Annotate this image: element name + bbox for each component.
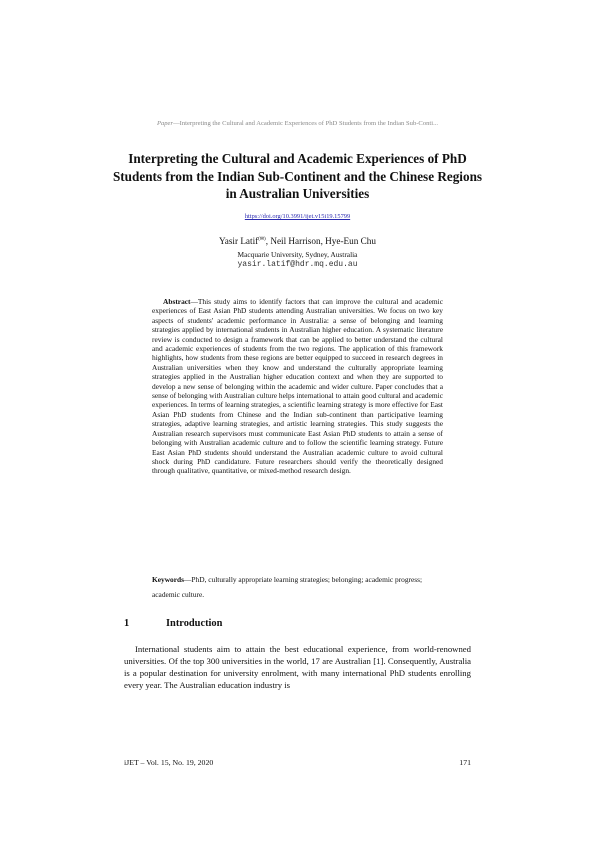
header-running-title: —Interpreting the Cultural and Academic Experiences of PhD Students from the Indian Sub-Conti... xyxy=(173,120,439,127)
keywords xyxy=(152,573,443,602)
first-author: Yasir Latif xyxy=(219,236,259,246)
keywords-label: Keywords xyxy=(152,575,185,584)
keywords-text: —PhD, culturally appropriate learning strategies; belonging; academic progress; academic culture. xyxy=(152,575,423,599)
envelope-icon: (✉) xyxy=(258,237,266,242)
footer-page-number: 171 xyxy=(459,758,471,767)
abstract xyxy=(152,297,443,476)
running-header xyxy=(0,120,595,127)
coauthors: , Neil Harrison, Hye-Eun Chu xyxy=(265,236,376,246)
paper-title: Interpreting the Cultural and Academic Experiences of PhD Students from the Indian Sub-Continent and the Chinese Regions in Australian Universities xyxy=(112,151,483,202)
section-title: Introduction xyxy=(166,618,223,629)
introduction-paragraph: International students aim to attain the best educational experience, from world-renowned universities. Of the top 300 universities in the world, 17 are Australian [1]. Consequently, Australia is a popular destination for university enrolment, with many international PhD students enrolling every year. The Australian education industry is xyxy=(124,644,471,691)
section-number: 1 xyxy=(124,618,130,629)
footer-journal: iJET ‒ Vol. 15, No. 19, 2020 xyxy=(124,758,214,767)
author-email[interactable]: yasir.latif@hdr.mq.edu.au xyxy=(237,260,358,269)
header-venue: Paper xyxy=(156,120,174,127)
abstract-text: —This study aims to identify factors that can improve the cultural and academic experiences of East Asian PhD students attending Australian universities. We focus on two key aspects of students' academic performance in Australia: a sense of belonging and learning strategies applied by international students in Australian higher education. A systematic literature review is conducted to design a framework that can be applied to better understand the cultural and academic experiences of students from the two regions. The application of this framework highlights, how students from these regions are better equipped to succeed in research degrees in Australian universities when they know and understand the culturally appropriate learning strategies applied in the Australian higher education context and when they are supported to develop a new sense of belonging within the academic and wider culture. Paper concludes that a sense of belonging with Australian culture helps international to attain good cultural and academic experiences. In terms of learning strategies, a scientific learning strategy is more effective for East Asian PhD students from Chinese and the Indian sub-continent than participative learning strategies, adaptive learning strategies, and artistic learning strategies. This study suggests the Australian research supervisors must communicate East Asian PhD students to attain a sense of belonging with Australian academic culture and to follow the scientific learning strategy. Future East Asian PhD students should understand the Australian academic culture to avoid cultural shock during PhD candidature. Future researchers should verify the theoretically designed through qualitative, quantitative, or mixed-method research design. xyxy=(152,297,443,476)
section-heading xyxy=(124,618,222,629)
abstract-label: Abstract xyxy=(163,297,191,306)
affiliation: Macquarie University, Sydney, Australia xyxy=(237,250,358,259)
doi-link[interactable]: https://doi.org/10.3991/ijet.v15i19.15799 xyxy=(244,213,351,220)
author-list xyxy=(0,236,595,246)
